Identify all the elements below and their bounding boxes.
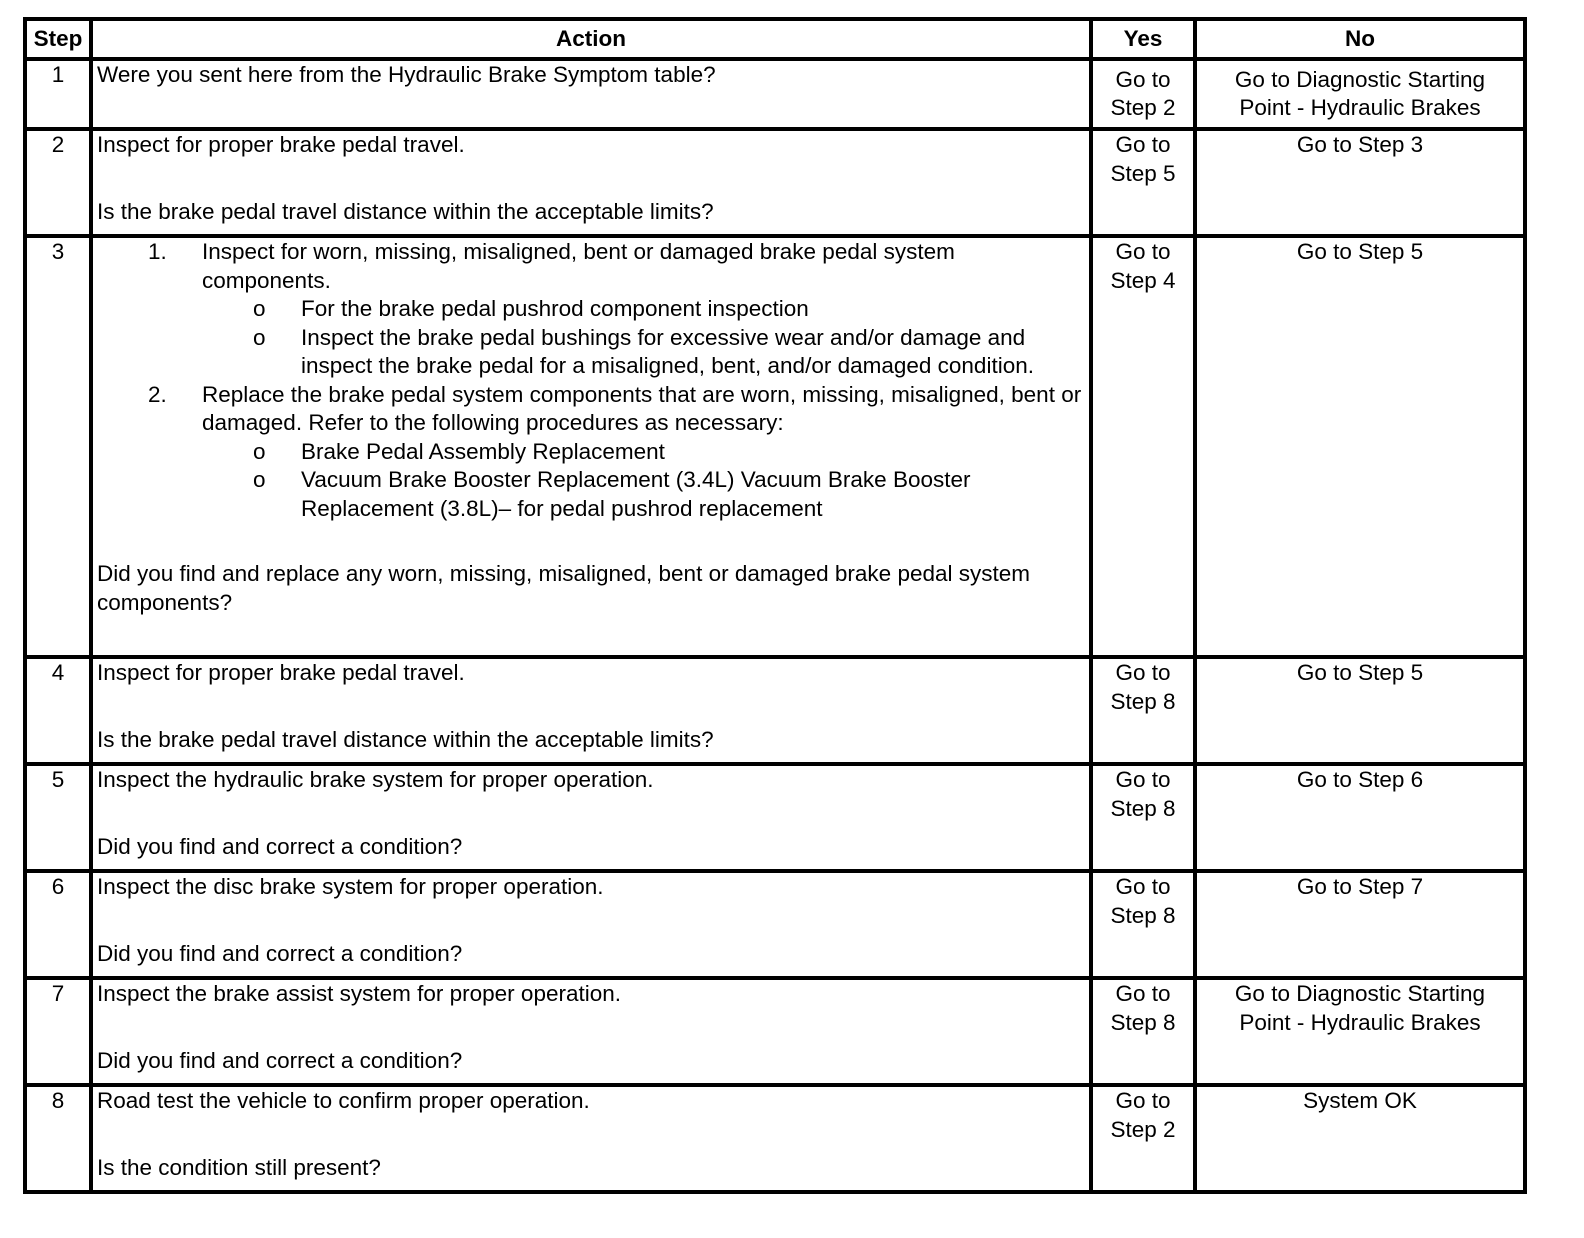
header-row: [25, 19, 1525, 59]
bullet-icon: o: [253, 324, 266, 350]
instruction-text: Inspect the disc brake system for proper operation.: [97, 874, 604, 899]
yes-line: Go to: [1115, 132, 1171, 157]
yes-line: Step 2: [1110, 1116, 1176, 1142]
action-cell: [91, 657, 1091, 764]
yes-line: Go to: [1115, 874, 1171, 899]
sub-item-text: Vacuum Brake Booster Replacement (3.4L) Vacuum Brake Booster Replacement (3.8L)– for pedal pushrod replacement: [301, 467, 971, 521]
no-cell: [1195, 1085, 1525, 1192]
no-cell: [1195, 129, 1525, 236]
question-text: Did you find and correct a condition?: [97, 1047, 463, 1073]
sub-list: [202, 438, 1085, 524]
yes-line: Step 4: [1110, 267, 1176, 293]
procedure-text: Replace the brake pedal system components that are worn, missing, misaligned, bent or damaged. Refer to the following procedures as necessary:: [202, 381, 1082, 435]
action-cell: [91, 59, 1091, 129]
procedure-text: Inspect for worn, missing, misaligned, bent or damaged brake pedal system components.: [202, 239, 955, 293]
yes-line: Step 8: [1110, 1009, 1176, 1035]
sub-item: [253, 466, 1085, 523]
header-action: Action: [91, 19, 1091, 59]
no-cell: [1195, 871, 1525, 978]
step-number: 5: [25, 764, 91, 871]
question-text: Did you find and replace any worn, missing, misaligned, bent or damaged brake pedal system components?: [97, 561, 1031, 615]
no-line: Go to Step 5: [1296, 239, 1424, 264]
sub-item: [253, 438, 1085, 467]
header-no: No: [1195, 19, 1525, 59]
no-cell: [1195, 59, 1525, 129]
step-number: 6: [25, 871, 91, 978]
diagnostic-table: [23, 17, 1527, 1194]
sub-item-text: Brake Pedal Assembly Replacement: [301, 438, 665, 464]
no-line: Point - Hydraulic Brakes: [1239, 95, 1481, 120]
yes-line: Go to: [1115, 66, 1171, 92]
action-cell: [91, 764, 1091, 871]
no-cell: [1195, 657, 1525, 764]
action-cell: [91, 129, 1091, 236]
header-step: Step: [25, 19, 91, 59]
instruction-text: Inspect for proper brake pedal travel.: [97, 132, 465, 157]
yes-line: Step 8: [1110, 902, 1176, 928]
yes-line: Step 2: [1110, 95, 1176, 120]
yes-cell: [1091, 871, 1195, 978]
no-line: Go to Diagnostic Starting: [1234, 981, 1486, 1006]
no-line: Go to Step 3: [1296, 132, 1424, 157]
yes-line: Step 5: [1110, 160, 1176, 186]
sub-item: [253, 324, 1085, 381]
yes-line: Step 8: [1110, 688, 1176, 714]
yes-line: Go to: [1115, 239, 1171, 264]
no-line: Go to Step 7: [1296, 874, 1424, 899]
yes-line: Go to: [1115, 981, 1171, 1006]
yes-cell: [1091, 129, 1195, 236]
no-line: Go to Step 6: [1296, 767, 1424, 792]
no-line: System OK: [1303, 1088, 1417, 1113]
question-text: Is the condition still present?: [97, 1154, 381, 1180]
action-cell: [91, 236, 1091, 657]
yes-line: Go to: [1115, 767, 1171, 792]
no-line: Go to Step 5: [1296, 660, 1424, 685]
question-text: Did you find and correct a condition?: [97, 833, 463, 859]
no-line: Point - Hydraulic Brakes: [1239, 1009, 1481, 1035]
bullet-icon: o: [253, 296, 266, 321]
yes-line: Go to: [1115, 660, 1171, 685]
yes-line: Step 8: [1110, 795, 1176, 821]
action-cell: [91, 978, 1091, 1085]
yes-line: Go to: [1115, 1088, 1171, 1113]
yes-cell: [1091, 236, 1195, 657]
instruction-text: Inspect for proper brake pedal travel.: [97, 660, 465, 685]
yes-cell: [1091, 764, 1195, 871]
procedure-item: [148, 238, 1085, 381]
step-number: 1: [25, 59, 91, 129]
step-number: 2: [25, 129, 91, 236]
procedure-item: [148, 381, 1085, 524]
table-row: [25, 764, 1525, 871]
sub-list: [202, 295, 1085, 381]
sub-item: [253, 295, 1085, 324]
bullet-icon: o: [253, 438, 266, 464]
question-text: Is the brake pedal travel distance within the acceptable limits?: [97, 198, 714, 224]
yes-cell: [1091, 978, 1195, 1085]
action-cell: [91, 871, 1091, 978]
action-cell: [91, 1085, 1091, 1192]
instruction-text: Inspect the hydraulic brake system for proper operation.: [97, 767, 654, 792]
question-text: Did you find and correct a condition?: [97, 940, 463, 966]
sub-item-text: Inspect the brake pedal bushings for excessive wear and/or damage and inspect the brake pedal for a misaligned, bent, and/or damaged condition.: [301, 324, 1034, 378]
question-text: Is the brake pedal travel distance within the acceptable limits?: [97, 726, 714, 752]
no-line: Go to Diagnostic Starting: [1234, 66, 1486, 92]
sub-item-text: For the brake pedal pushrod component inspection: [301, 296, 809, 321]
step-number: 4: [25, 657, 91, 764]
table-row: [25, 59, 1525, 129]
yes-cell: [1091, 59, 1195, 129]
step-number: 3: [25, 236, 91, 657]
procedure-list: [97, 238, 1085, 523]
yes-cell: [1091, 657, 1195, 764]
header-yes: Yes: [1091, 19, 1195, 59]
instruction-text: Inspect the brake assist system for proper operation.: [97, 981, 622, 1006]
table-row: [25, 236, 1525, 657]
no-cell: [1195, 978, 1525, 1085]
yes-cell: [1091, 1085, 1195, 1192]
table-row: [25, 978, 1525, 1085]
instruction-text: Road test the vehicle to confirm proper operation.: [97, 1088, 590, 1113]
table-row: [25, 129, 1525, 236]
table-row: [25, 1085, 1525, 1192]
procedure-number: 1.: [148, 239, 167, 264]
procedure-number: 2.: [148, 381, 167, 407]
bullet-icon: o: [253, 467, 266, 492]
table-row: [25, 657, 1525, 764]
step-number: 8: [25, 1085, 91, 1192]
no-cell: [1195, 236, 1525, 657]
no-cell: [1195, 764, 1525, 871]
question-text: Were you sent here from the Hydraulic Brake Symptom table?: [97, 62, 716, 87]
step-number: 7: [25, 978, 91, 1085]
table-row: [25, 871, 1525, 978]
